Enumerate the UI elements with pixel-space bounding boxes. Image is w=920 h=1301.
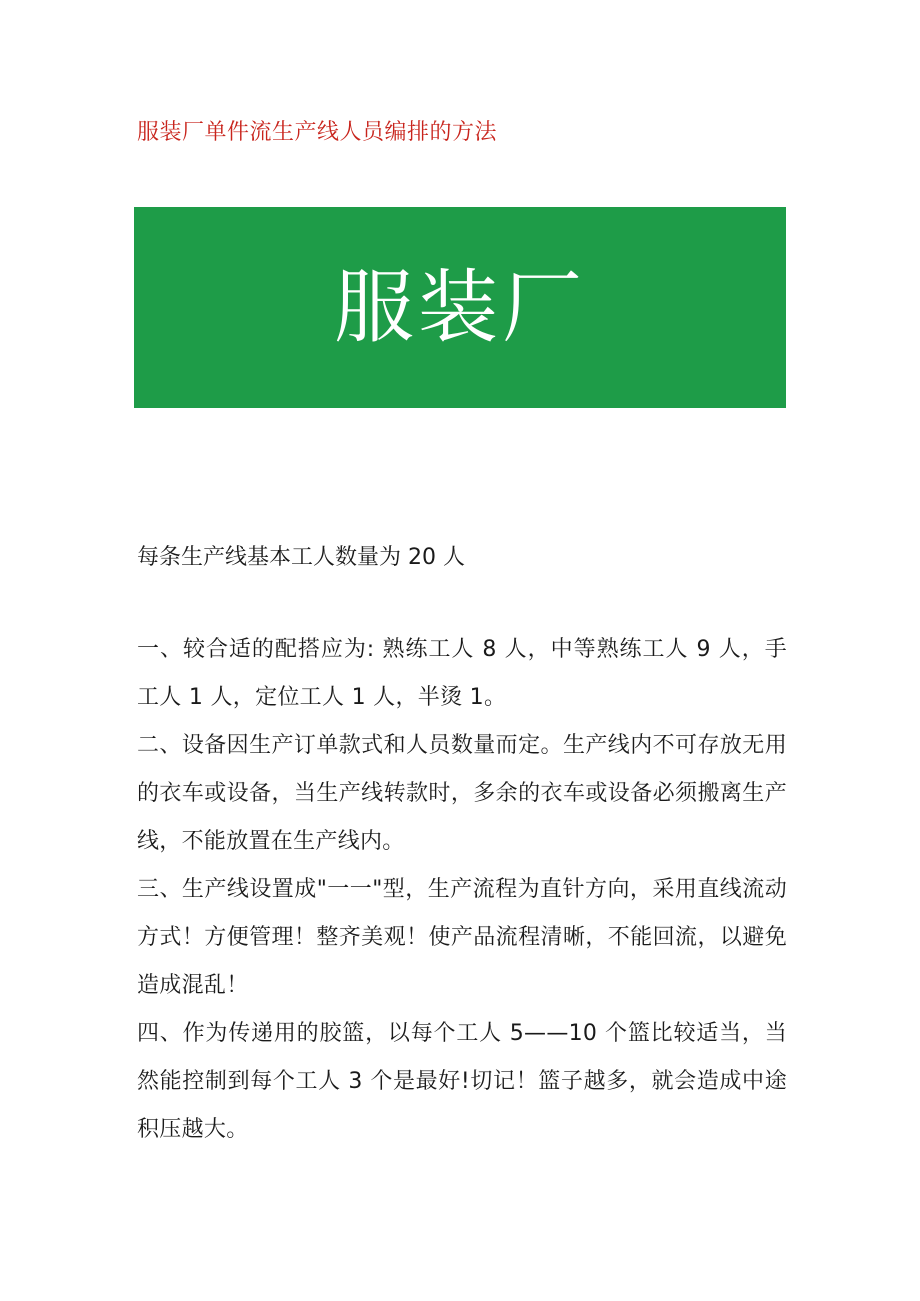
document-body bbox=[137, 534, 787, 1154]
paragraph-2: 二、设备因生产订单款式和人员数量而定。生产线内不可存放无用的衣车或设备，当生产线转款时，多余的衣车或设备必须搬离生产线，不能放置在生产线内。 bbox=[137, 733, 787, 854]
spacer bbox=[137, 582, 787, 626]
banner-text: 服装厂 bbox=[334, 260, 586, 354]
paragraph-1: 一、较合适的配搭应为: 熟练工人 8 人，中等熟练工人 9 人，手工人 1 人，定位工人 1 人，半烫 1。 bbox=[137, 637, 787, 710]
paragraph-3: 三、生产线设置成"一一"型，生产流程为直针方向，采用直线流动方式！方便管理！整齐美观！使产品流程清晰，不能回流，以避免造成混乱！ bbox=[137, 877, 787, 998]
document-title: 服装厂单件流生产线人员编排的方法 bbox=[137, 120, 498, 145]
intro-line: 每条生产线基本工人数量为 20 人 bbox=[137, 545, 465, 570]
paragraph-4: 四、作为传递用的胶篮，以每个工人 5——10 个篮比较适当，当然能控制到每个工人 3 个是最好!切记！篮子越多，就会造成中途积压越大。 bbox=[137, 1021, 787, 1142]
banner bbox=[134, 207, 786, 408]
